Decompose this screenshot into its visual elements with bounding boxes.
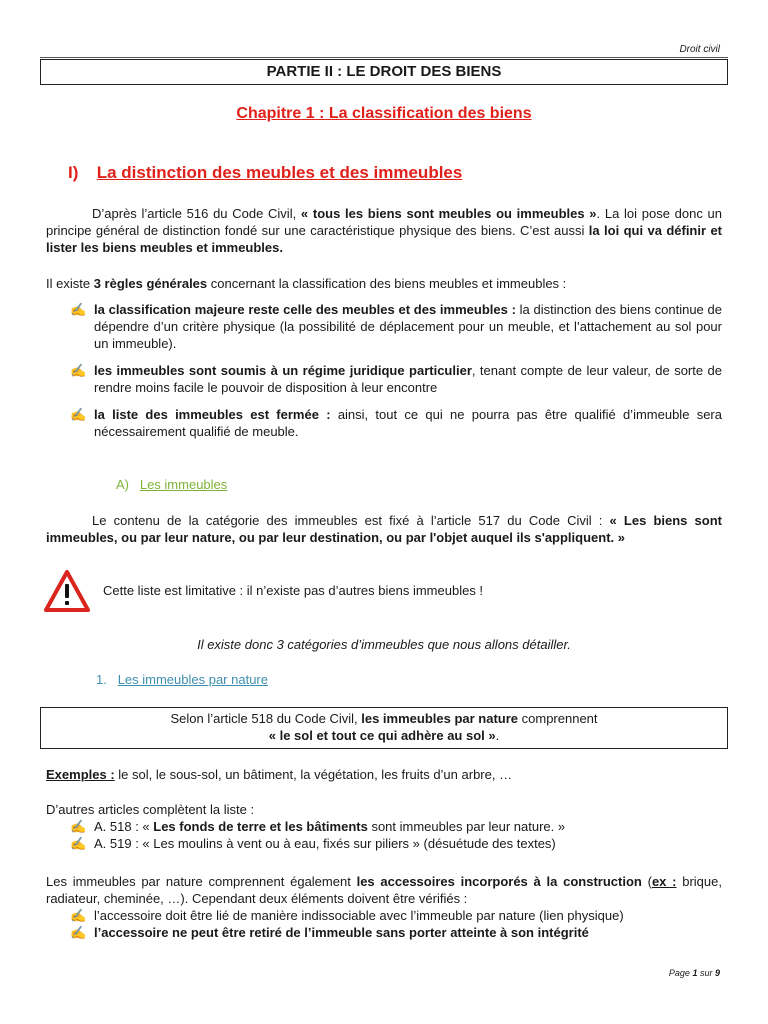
rules-intro: Il existe 3 règles générales concernant la classification des biens meubles et immeubles : <box>46 276 567 291</box>
pen-bullet-icon: ✍ <box>70 908 87 923</box>
section-title: La distinction des meubles et des immeubles <box>96 163 463 182</box>
list-item: ✍ les immeubles sont soumis à un régime juridique particulier, tenant compte de leur valeur, de sorte de rendre moins facile le pouvoir de disposition à leur encontre <box>70 363 722 395</box>
header-label: Droit civil <box>679 44 720 55</box>
categories-note: Il existe donc 3 catégories d’immeubles que nous allons détailler. <box>197 637 571 652</box>
pen-bullet-icon: ✍ <box>70 836 87 851</box>
pen-bullet-icon: ✍ <box>70 363 87 378</box>
other-articles-intro: D’autres articles complètent la liste : <box>46 802 255 817</box>
header-rule <box>40 57 728 58</box>
list-item: ✍ la classification majeure reste celle des meubles et des immeubles : la distinction des biens continue de dépendre d’un critère physique (la possibilité de déplacement pour un meuble, et l’attachement au sol pour un immeuble). <box>70 302 722 351</box>
warning-text: Cette liste est limitative : il n’existe pas d’autres biens immeubles ! <box>103 583 484 598</box>
warning-icon <box>44 570 90 612</box>
pen-bullet-icon: ✍ <box>70 302 87 317</box>
subsection-1-heading: 1. Les immeubles par nature <box>96 672 268 687</box>
list-item: ✍ la liste des immeubles est fermée : ainsi, tout ce qui ne pourra pas être qualifié d’immeuble sera nécessairement qualifié de meuble. <box>70 407 722 439</box>
list-item: ✍ A. 518 : « Les fonds de terre et les bâtiments sont immeubles par leur nature. » <box>70 819 566 834</box>
intro-paragraph: D’après l’article 516 du Code Civil, « tous les biens sont meubles ou immeubles ». La loi pose donc un principe général de distinction fondé sur une caractéristique physique des biens. C’est aussi la loi qui va définir et lister les biens meubles et immeubles. <box>46 206 723 255</box>
article-518-box: Selon l’article 518 du Code Civil, les immeubles par nature comprennent « le sol et tout ce qui adhère au sol ». <box>40 707 728 749</box>
examples-line: Exemples : le sol, le sous-sol, un bâtiment, la végétation, les fruits d’un arbre, … <box>46 767 513 782</box>
section-number: I) <box>68 163 79 182</box>
other-articles-list <box>46 818 722 852</box>
page-number: Page 1 sur 9 <box>668 968 720 978</box>
accessories-conditions <box>46 907 722 941</box>
list-item: ✍ A. 519 : « Les moulins à vent ou à eau, fixés sur piliers » (désuétude des textes) <box>70 836 556 851</box>
list-item: ✍ l’accessoire doit être lié de manière indissociable avec l’immeuble par nature (lien physique) <box>70 908 624 923</box>
subsection-a-heading: A) Les immeubles <box>116 477 228 492</box>
chapter-title: Chapitre 1 : La classification des biens <box>236 105 532 122</box>
article-517-paragraph: Le contenu de la catégorie des immeubles est fixé à l’article 517 du Code Civil : « Les biens sont immeubles, ou par leur nature, ou par leur destination, ou par l'objet auquel ils s'appliquent. » <box>46 513 722 545</box>
part-title: PARTIE II : LE DROIT DES BIENS <box>40 59 728 85</box>
rules-list <box>46 301 722 440</box>
pen-bullet-icon: ✍ <box>70 819 87 834</box>
pen-bullet-icon: ✍ <box>70 407 87 422</box>
pen-bullet-icon: ✍ <box>70 925 87 940</box>
accessories-paragraph: Les immeubles par nature comprennent également les accessoires incorporés à la construction (ex : brique, radiateur, cheminée, …). Cependant deux éléments doivent être vérifiés : <box>46 874 722 906</box>
section-heading-i <box>68 163 462 183</box>
list-item: ✍ l’accessoire ne peut être retiré de l’immeuble sans porter atteinte à son intégrité <box>70 925 589 940</box>
